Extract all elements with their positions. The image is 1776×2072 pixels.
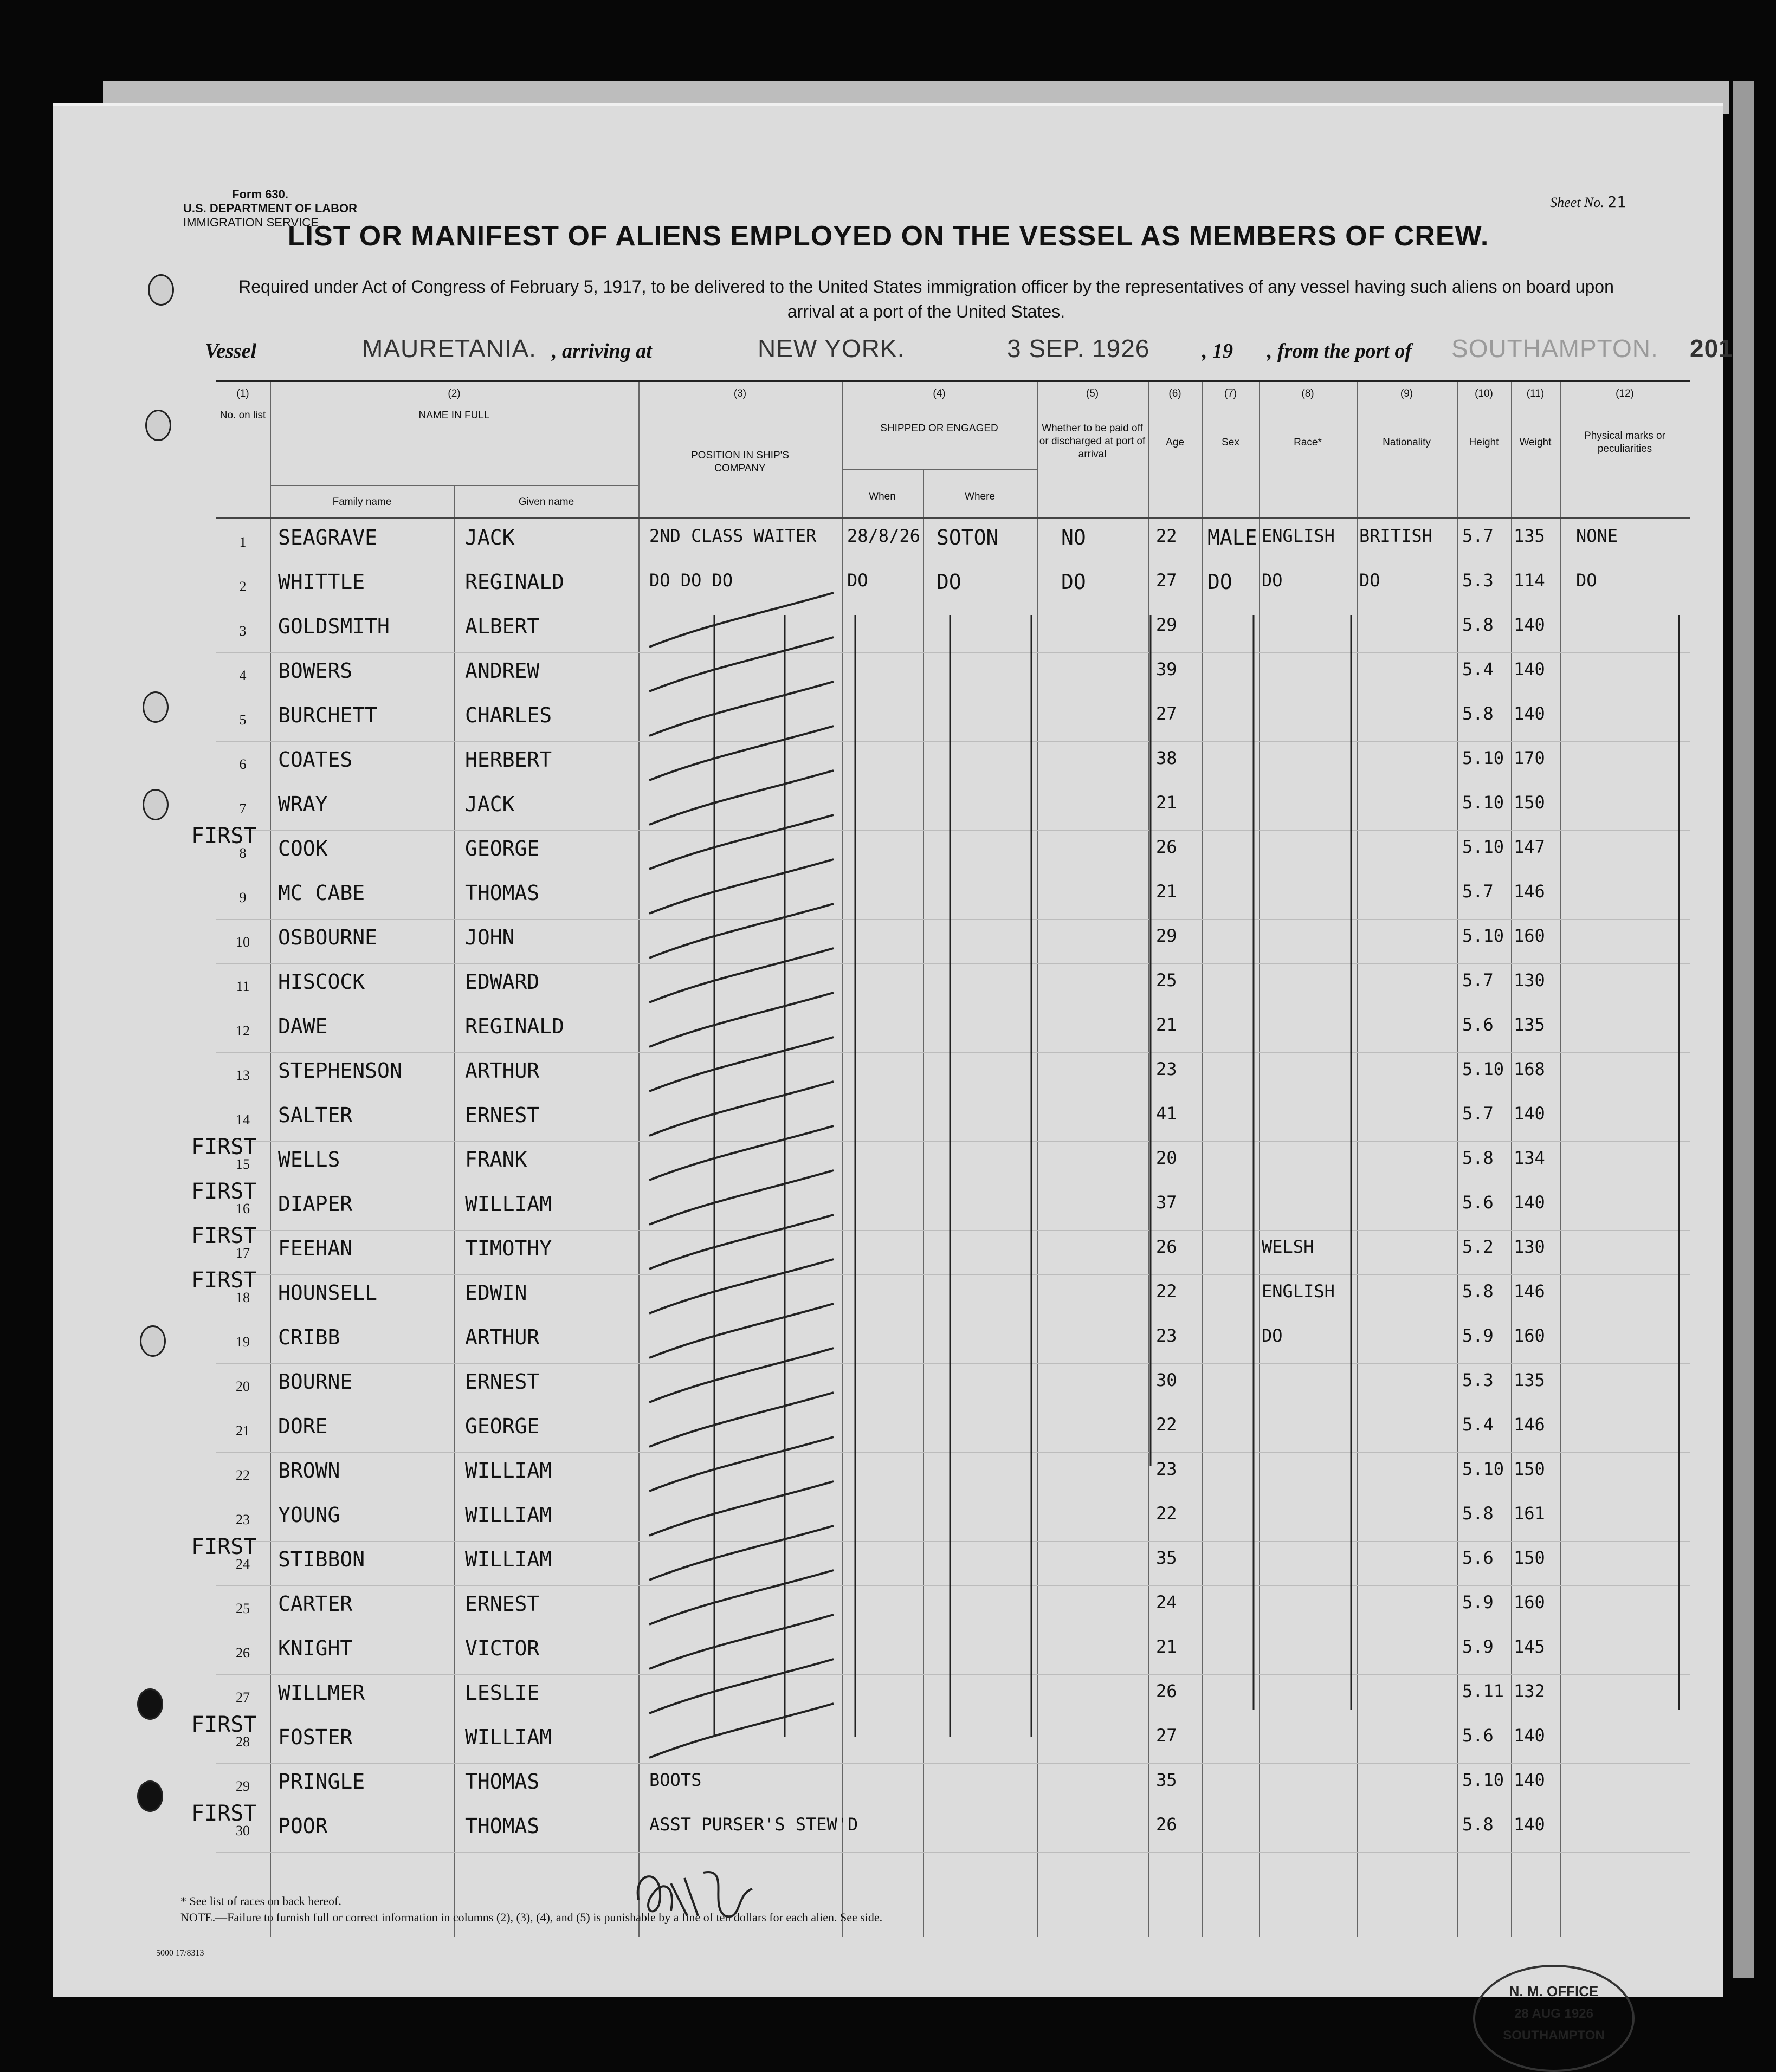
table-row [216,1009,1690,1053]
cell-family: STEPHENSON [278,1059,402,1083]
cell-family: MC CABE [278,881,365,905]
table-row [216,1364,1690,1408]
cell-family: SALTER [278,1103,353,1127]
cell-weight: 160 [1514,1592,1545,1613]
cell-age: 21 [1156,1014,1177,1035]
cell-family: FOSTER [278,1725,353,1749]
cell-race: ENGLISH [1262,1281,1335,1302]
cell-height: 5.2 [1462,1236,1494,1257]
cell-no: 5 [239,712,247,728]
table-row [216,1053,1690,1097]
col-nationality-header: (9) Nationality [1383,388,1431,448]
cell-given: THOMAS [465,1770,540,1793]
cell-age: 27 [1156,570,1177,591]
cell-position: ASST PURSER'S STEW'D [649,1814,858,1835]
table-row [216,1720,1690,1764]
cell-no: 12 [236,1023,250,1039]
vessel-label: Vessel [205,340,256,362]
manifest-page [53,103,1733,2043]
cell-no: 16 [236,1201,250,1216]
table-row [216,698,1690,742]
cell-where: DO [937,570,961,594]
header-bottom-rule [216,517,1690,519]
cell-given: REGINALD [465,570,565,594]
cell-age: 26 [1156,1236,1177,1257]
cell-given: ERNEST [465,1370,540,1394]
cell-given: ARTHUR [465,1325,540,1349]
cell-family: SEAGRAVE [278,526,378,549]
vessel-line [205,334,1733,372]
cell-marks: DO [1576,570,1597,591]
cell-family: CRIBB [278,1325,340,1349]
cell-no: 27 [236,1689,250,1705]
cell-no: 1 [239,534,247,550]
departure-port: SOUTHAMPTON. [1451,334,1658,362]
cell-height: 5.8 [1462,1503,1494,1524]
cell-weight: 140 [1514,703,1545,724]
cell-family: DORE [278,1414,328,1438]
cell-weight: 140 [1514,1103,1545,1124]
cell-family: BOURNE [278,1370,353,1394]
cell-age: 25 [1156,970,1177,990]
cell-given: FRANK [465,1148,527,1171]
cell-family: WELLS [278,1148,340,1171]
cell-age: 27 [1156,1725,1177,1746]
office-seal-stamp [1473,1965,1635,2072]
col-where-header: Where [965,491,995,502]
vessel-name: MAURETANIA. [362,334,537,362]
cell-no: 3 [239,623,247,639]
cell-weight: 135 [1514,1370,1545,1390]
cell-height: 5.11 [1462,1681,1504,1701]
cell-height: 5.10 [1462,792,1504,813]
col-given-header: Given name [518,496,574,508]
sheet-number [1550,193,1626,211]
table-row [216,1498,1690,1542]
cell-age: 22 [1156,1281,1177,1302]
cell-weight: 114 [1514,570,1545,591]
cell-weight: 168 [1514,1059,1545,1079]
cell-height: 5.10 [1462,1059,1504,1079]
cell-no: 26 [236,1645,250,1661]
cell-given: REGINALD [465,1014,565,1038]
cell-family: HOUNSELL [278,1281,378,1305]
cell-age: 29 [1156,925,1177,946]
cell-when: DO [847,570,868,591]
cell-family: HISCOCK [278,970,365,994]
cell-age: 22 [1156,1503,1177,1524]
cell-race: WELSH [1262,1236,1314,1257]
table-row [216,1764,1690,1808]
table-row [216,964,1690,1008]
cell-age: 29 [1156,614,1177,635]
cell-age: 39 [1156,659,1177,679]
cell-height: 5.6 [1462,1192,1494,1213]
cell-age: 23 [1156,1059,1177,1079]
col-name-header: (2) NAME IN FULL [418,388,490,421]
table-row [216,1809,1690,1853]
cell-age: 26 [1156,1681,1177,1701]
header-rule [270,485,638,486]
from-port-label: , from the port of [1267,340,1412,362]
margin-note-first: FIRST [191,824,257,849]
table-row [216,920,1690,964]
cell-height: 5.9 [1462,1636,1494,1657]
cell-when: 28/8/26 [847,526,920,546]
cell-family: GOLDSMITH [278,614,390,638]
cell-age: 41 [1156,1103,1177,1124]
cell-height: 5.10 [1462,1459,1504,1479]
page-subtitle: Required under Act of Congress of February 5, 1917, to be delivered to the United States immigration officer by the representatives of any vessel having such aliens on board upon arrival at a port of the United States. [238,277,1614,321]
cell-no: 30 [236,1823,250,1838]
table-row [216,787,1690,831]
cell-height: 5.6 [1462,1725,1494,1746]
col-marks-header: (12) Physical marks or peculiarities [1584,388,1665,455]
table-row [216,1409,1690,1453]
table-row [216,1453,1690,1497]
table-row [216,653,1690,697]
cell-age: 21 [1156,1636,1177,1657]
cell-race: DO [1262,570,1283,591]
back-sheet-edge-right [1733,81,1754,1978]
punch-hole [148,274,174,306]
cell-weight: 146 [1514,881,1545,902]
cell-height: 5.6 [1462,1014,1494,1035]
cell-given: WILLIAM [465,1725,552,1749]
col-position-header: (3) POSITION IN SHIP'S COMPANY [691,388,789,474]
cell-height: 5.8 [1462,1281,1494,1302]
cell-age: 35 [1156,1547,1177,1568]
table-row [216,520,1690,564]
cell-nat: DO [1359,570,1380,591]
cell-no: 18 [236,1290,250,1305]
cell-height: 5.4 [1462,659,1494,679]
cell-sex: DO [1207,570,1232,594]
seal-port: SOUTHAMPTON [1503,2028,1605,2043]
cell-weight: 134 [1514,1148,1545,1168]
cell-family: BOWERS [278,659,353,683]
table-row [216,1142,1690,1186]
cell-no: 6 [239,756,247,772]
cell-age: 37 [1156,1192,1177,1213]
cell-age: 21 [1156,881,1177,902]
cell-height: 5.7 [1462,881,1494,902]
cell-no: 17 [236,1245,250,1261]
cell-no: 4 [239,668,247,683]
table-row [216,1675,1690,1719]
cell-no: 22 [236,1467,250,1483]
cell-weight: 135 [1514,1014,1545,1035]
cell-height: 5.9 [1462,1325,1494,1346]
cell-age: 27 [1156,703,1177,724]
cell-given: GEORGE [465,1414,540,1438]
col-age-header: (6) Age [1166,388,1184,448]
cell-given: JOHN [465,925,515,949]
col-height-header: (10) Height [1469,388,1499,448]
cell-height: 5.8 [1462,1814,1494,1835]
cell-weight: 150 [1514,1459,1545,1479]
cell-height: 5.9 [1462,1592,1494,1613]
cell-no: 28 [236,1734,250,1750]
cell-given: WILLIAM [465,1547,552,1571]
cell-height: 5.10 [1462,1770,1504,1790]
cell-family: CARTER [278,1592,353,1616]
punch-hole [143,789,169,820]
officer-signature [628,1851,768,1938]
header-rule [842,469,1037,470]
cell-no: 23 [236,1512,250,1527]
margin-note-first: FIRST [191,1712,257,1737]
cell-family: YOUNG [278,1503,340,1527]
cell-weight: 130 [1514,970,1545,990]
cell-family: DIAPER [278,1192,353,1216]
cell-height: 5.8 [1462,703,1494,724]
cell-height: 5.3 [1462,1370,1494,1390]
cell-given: ANDREW [465,659,540,683]
col-no-header: (1) No. on list [219,388,266,421]
cell-given: ALBERT [465,614,540,638]
cell-given: ERNEST [465,1103,540,1127]
cell-weight: 146 [1514,1281,1545,1302]
cell-age: 35 [1156,1770,1177,1790]
cell-given: TIMOTHY [465,1236,552,1260]
cell-weight: 140 [1514,614,1545,635]
cell-height: 5.8 [1462,614,1494,635]
cell-weight: 161 [1514,1503,1545,1524]
cell-given: EDWIN [465,1281,527,1305]
cell-no: 21 [236,1423,250,1439]
col-sex-header: (7) Sex [1222,388,1239,448]
cell-race: ENGLISH [1262,526,1335,546]
cell-given: WILLIAM [465,1459,552,1482]
cell-family: COOK [278,837,328,860]
arrival-date: 3 SEP. 1926 [1007,334,1150,362]
cell-no: 24 [236,1556,250,1572]
cell-marks: NONE [1576,526,1618,546]
cell-given: HERBERT [465,748,552,772]
cell-no: 14 [236,1112,250,1128]
cell-age: 26 [1156,837,1177,857]
cell-weight: 140 [1514,1770,1545,1790]
punch-hole [140,1325,166,1357]
cell-given: THOMAS [465,1814,540,1838]
cell-height: 5.7 [1462,526,1494,546]
cell-position: DO DO DO [649,570,733,591]
page-title: LIST OR MANIFEST OF ALIENS EMPLOYED ON THE VESSEL AS MEMBERS OF CREW. [287,221,1489,252]
cell-family: WHITTLE [278,570,365,594]
cell-family: COATES [278,748,353,772]
cell-weight: 132 [1514,1681,1545,1701]
table-row [216,1631,1690,1675]
cell-family: BURCHETT [278,703,378,727]
cell-given: VICTOR [465,1636,540,1660]
punch-hole [137,1688,163,1720]
cell-weight: 150 [1514,792,1545,813]
department-name: U.S. DEPARTMENT OF LABOR [183,202,358,215]
print-code: 5000 17/8313 [156,1948,204,1958]
sheet-number-value: 21 [1607,193,1626,211]
arriving-port: NEW YORK. [758,334,905,362]
cell-age: 30 [1156,1370,1177,1390]
cell-age: 22 [1156,1414,1177,1435]
cell-weight: 170 [1514,748,1545,768]
cell-age: 20 [1156,1148,1177,1168]
cell-given: ARTHUR [465,1059,540,1083]
punch-hole [137,1780,163,1812]
cell-position: BOOTS [649,1770,702,1790]
table-row [216,565,1690,608]
cell-weight: 140 [1514,1814,1545,1835]
punch-hole [143,691,169,723]
cell-height: 5.7 [1462,1103,1494,1124]
cell-family: KNIGHT [278,1636,353,1660]
cell-no: 25 [236,1601,250,1616]
col-shipped-header: (4) SHIPPED OR ENGAGED [880,388,998,434]
vessel-list-number: 201 [1690,334,1733,362]
table-row [216,1320,1690,1364]
cell-height: 5.10 [1462,925,1504,946]
cell-position: 2ND CLASS WAITER [649,526,817,546]
table-row [216,742,1690,786]
cell-age: 26 [1156,1814,1177,1835]
cell-no: 10 [236,934,250,950]
sheet-number-label: Sheet No. [1550,195,1604,210]
cell-no: 13 [236,1067,250,1083]
cell-paid: DO [1061,570,1086,594]
cell-no: 20 [236,1378,250,1394]
table-row [216,1098,1690,1142]
cell-weight: 135 [1514,526,1545,546]
cell-family: POOR [278,1814,328,1838]
cell-race: DO [1262,1325,1283,1346]
year-label: , 19 [1202,340,1233,362]
margin-note-first: FIRST [191,1268,257,1293]
cell-where: SOTON [937,526,999,549]
cell-family: WRAY [278,792,328,816]
cell-no: 15 [236,1156,250,1172]
margin-note-first: FIRST [191,1135,257,1160]
cell-no: 9 [239,890,247,905]
table-row [216,831,1690,875]
cell-weight: 160 [1514,1325,1545,1346]
cell-no: 11 [236,979,250,994]
form-number: Form 630. [232,187,288,201]
col-race-header: (8) Race* [1294,388,1322,448]
cell-paid: NO [1061,526,1086,549]
col-family-header: Family name [332,496,392,508]
cell-given: WILLIAM [465,1503,552,1527]
cell-family: FEEHAN [278,1236,353,1260]
cell-given: CHARLES [465,703,552,727]
col-paid-header: (5) Whether to be paid off or discharged at port of arrival [1039,388,1146,460]
cell-family: DAWE [278,1014,328,1038]
seal-date: 28 AUG 1926 [1514,2006,1593,2021]
table-row [216,1231,1690,1275]
cell-family: BROWN [278,1459,340,1482]
margin-note-first: FIRST [191,1534,257,1559]
cell-age: 23 [1156,1325,1177,1346]
margin-note-first: FIRST [191,1801,257,1826]
cell-no: 2 [239,579,247,594]
cell-no: 8 [239,845,247,861]
cell-no: 19 [236,1334,250,1350]
cell-weight: 160 [1514,925,1545,946]
cell-age: 38 [1156,748,1177,768]
cell-height: 5.3 [1462,570,1494,591]
margin-note-first: FIRST [191,1223,257,1248]
cell-given: LESLIE [465,1681,540,1705]
penalty-note: NOTE.—Failure to furnish full or correct information in columns (2), (3), (4), and (5) is punishable by a fine of ten dollars for each alien. See side. [180,1911,883,1924]
cell-given: GEORGE [465,837,540,860]
service-name: IMMIGRATION SERVICE [183,216,319,229]
races-footnote: * See list of races on back hereof. [180,1894,341,1908]
cell-age: 21 [1156,792,1177,813]
cell-family: PRINGLE [278,1770,365,1793]
cell-weight: 140 [1514,659,1545,679]
col-weight-header: (11) Weight [1519,388,1552,448]
cell-family: OSBOURNE [278,925,378,949]
cell-weight: 150 [1514,1547,1545,1568]
cell-given: JACK [465,792,515,816]
margin-note-first: FIRST [191,1179,257,1204]
crew-table [216,380,1690,1937]
table-row [216,1187,1690,1231]
table-row [216,1587,1690,1630]
cell-age: 22 [1156,526,1177,546]
cell-height: 5.7 [1462,970,1494,990]
cell-given: WILLIAM [465,1192,552,1216]
cell-weight: 130 [1514,1236,1545,1257]
cell-weight: 146 [1514,1414,1545,1435]
cell-age: 23 [1156,1459,1177,1479]
cell-given: JACK [465,526,515,549]
cell-given: THOMAS [465,881,540,905]
cell-given: ERNEST [465,1592,540,1616]
cell-no: 7 [239,801,247,817]
cell-given: EDWARD [465,970,540,994]
table-row [216,609,1690,653]
table-row [216,876,1690,920]
cell-weight: 145 [1514,1636,1545,1657]
cell-weight: 140 [1514,1192,1545,1213]
table-row [216,1275,1690,1319]
cell-height: 5.10 [1462,837,1504,857]
cell-no: 29 [236,1778,250,1794]
cell-height: 5.6 [1462,1547,1494,1568]
col-when-header: When [869,491,896,502]
cell-height: 5.4 [1462,1414,1494,1435]
cell-family: WILLMER [278,1681,365,1705]
seal-office: N. M. OFFICE [1509,1983,1599,1999]
cell-nat: BRITISH [1359,526,1432,546]
table-row [216,1542,1690,1586]
cell-height: 5.8 [1462,1148,1494,1168]
cell-weight: 147 [1514,837,1545,857]
arriving-label: , arriving at [552,340,652,362]
cell-age: 24 [1156,1592,1177,1613]
cell-sex: MALE [1207,526,1257,549]
punch-hole [145,410,171,441]
cell-weight: 140 [1514,1725,1545,1746]
cell-family: STIBBON [278,1547,365,1571]
cell-height: 5.10 [1462,748,1504,768]
